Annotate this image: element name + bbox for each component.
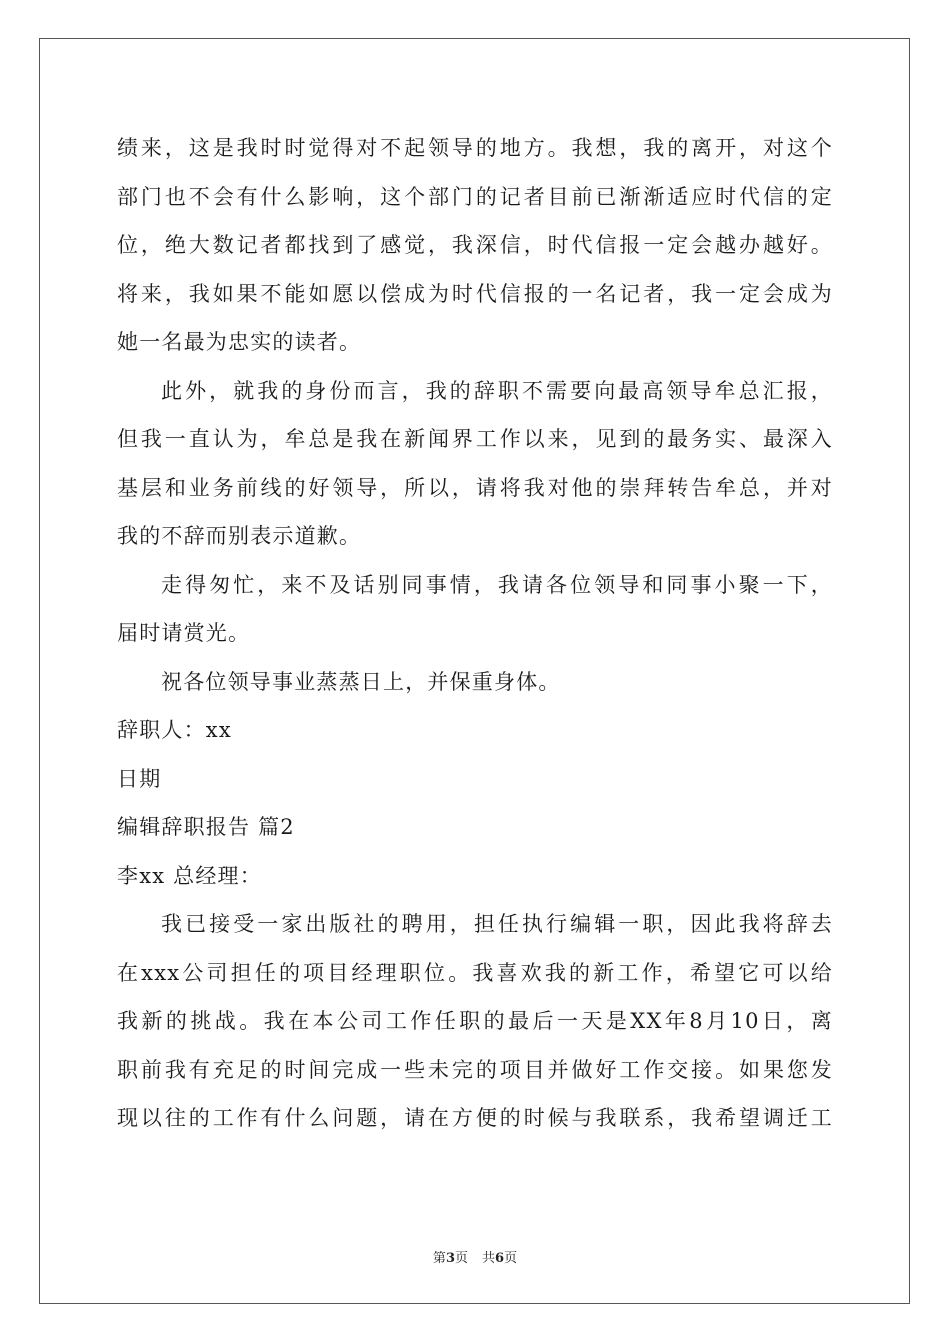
text-line: 我新的挑战。我在本公司工作任职的最后一天是XX年8月10日，离 xyxy=(117,1009,833,1033)
text-line: 但我一直认为，牟总是我在新闻界工作以来，见到的最务实、最深入 xyxy=(117,427,833,451)
text-line: 走得匆忙，来不及话别同事情，我请各位领导和同事小聚一下， xyxy=(161,572,833,597)
text-line: 绩来，这是我时时觉得对不起领导的地方。我想，我的离开，对这个 xyxy=(117,136,833,160)
text-line: 基层和业务前线的好领导，所以，请将我对他的崇拜转告牟总，并对 xyxy=(117,475,833,500)
text-line: 她一名最为忠实的读者。 xyxy=(117,330,362,354)
text-line: 部门也不会有什么影响，这个部门的记者目前已渐渐适应时代信的定 xyxy=(117,184,833,209)
text-line: 位，绝大数记者都找到了感觉，我深信，时代信报一定会越办越好。 xyxy=(117,233,833,257)
text-line: 李xx 总经理： xyxy=(117,863,262,888)
text-line: 我的不辞而别表示道歉。 xyxy=(117,524,362,548)
text-line: 届时请赏光。 xyxy=(117,621,251,645)
current-page-number: 3 xyxy=(445,1251,455,1266)
text-line: 现以往的工作有什么问题，请在方便的时候与我联系，我希望调迁工 xyxy=(117,1106,833,1130)
total-suffix: 页 xyxy=(504,1251,518,1266)
text-line: 将来，我如果不能如愿以偿成为时代信报的一名记者，我一定会成为 xyxy=(117,281,833,306)
text-line: 编辑辞职报告 篇2 xyxy=(117,815,295,839)
text-line: 辞职人：xx xyxy=(117,718,232,742)
page-suffix: 页 xyxy=(454,1251,468,1266)
page-prefix: 第 xyxy=(432,1251,446,1266)
total-prefix: 共 xyxy=(482,1251,496,1266)
text-line: 我已接受一家出版社的聘用，担任执行编辑一职，因此我将辞去 xyxy=(161,912,833,936)
total-page-number: 6 xyxy=(495,1251,505,1266)
text-line: 在xxx公司担任的项目经理职位。我喜欢我的新工作，希望它可以给 xyxy=(117,960,833,985)
page-footer xyxy=(0,1247,950,1266)
text-line: 此外，就我的身份而言，我的辞职不需要向最高领导牟总汇报， xyxy=(161,378,833,403)
text-line: 职前我有充足的时间完成一些未完的项目并做好工作交接。如果您发 xyxy=(117,1057,833,1082)
text-line: 日期 xyxy=(117,766,162,791)
document-body xyxy=(117,124,833,1143)
text-line: 祝各位领导事业蒸蒸日上，并保重身体。 xyxy=(161,669,561,694)
